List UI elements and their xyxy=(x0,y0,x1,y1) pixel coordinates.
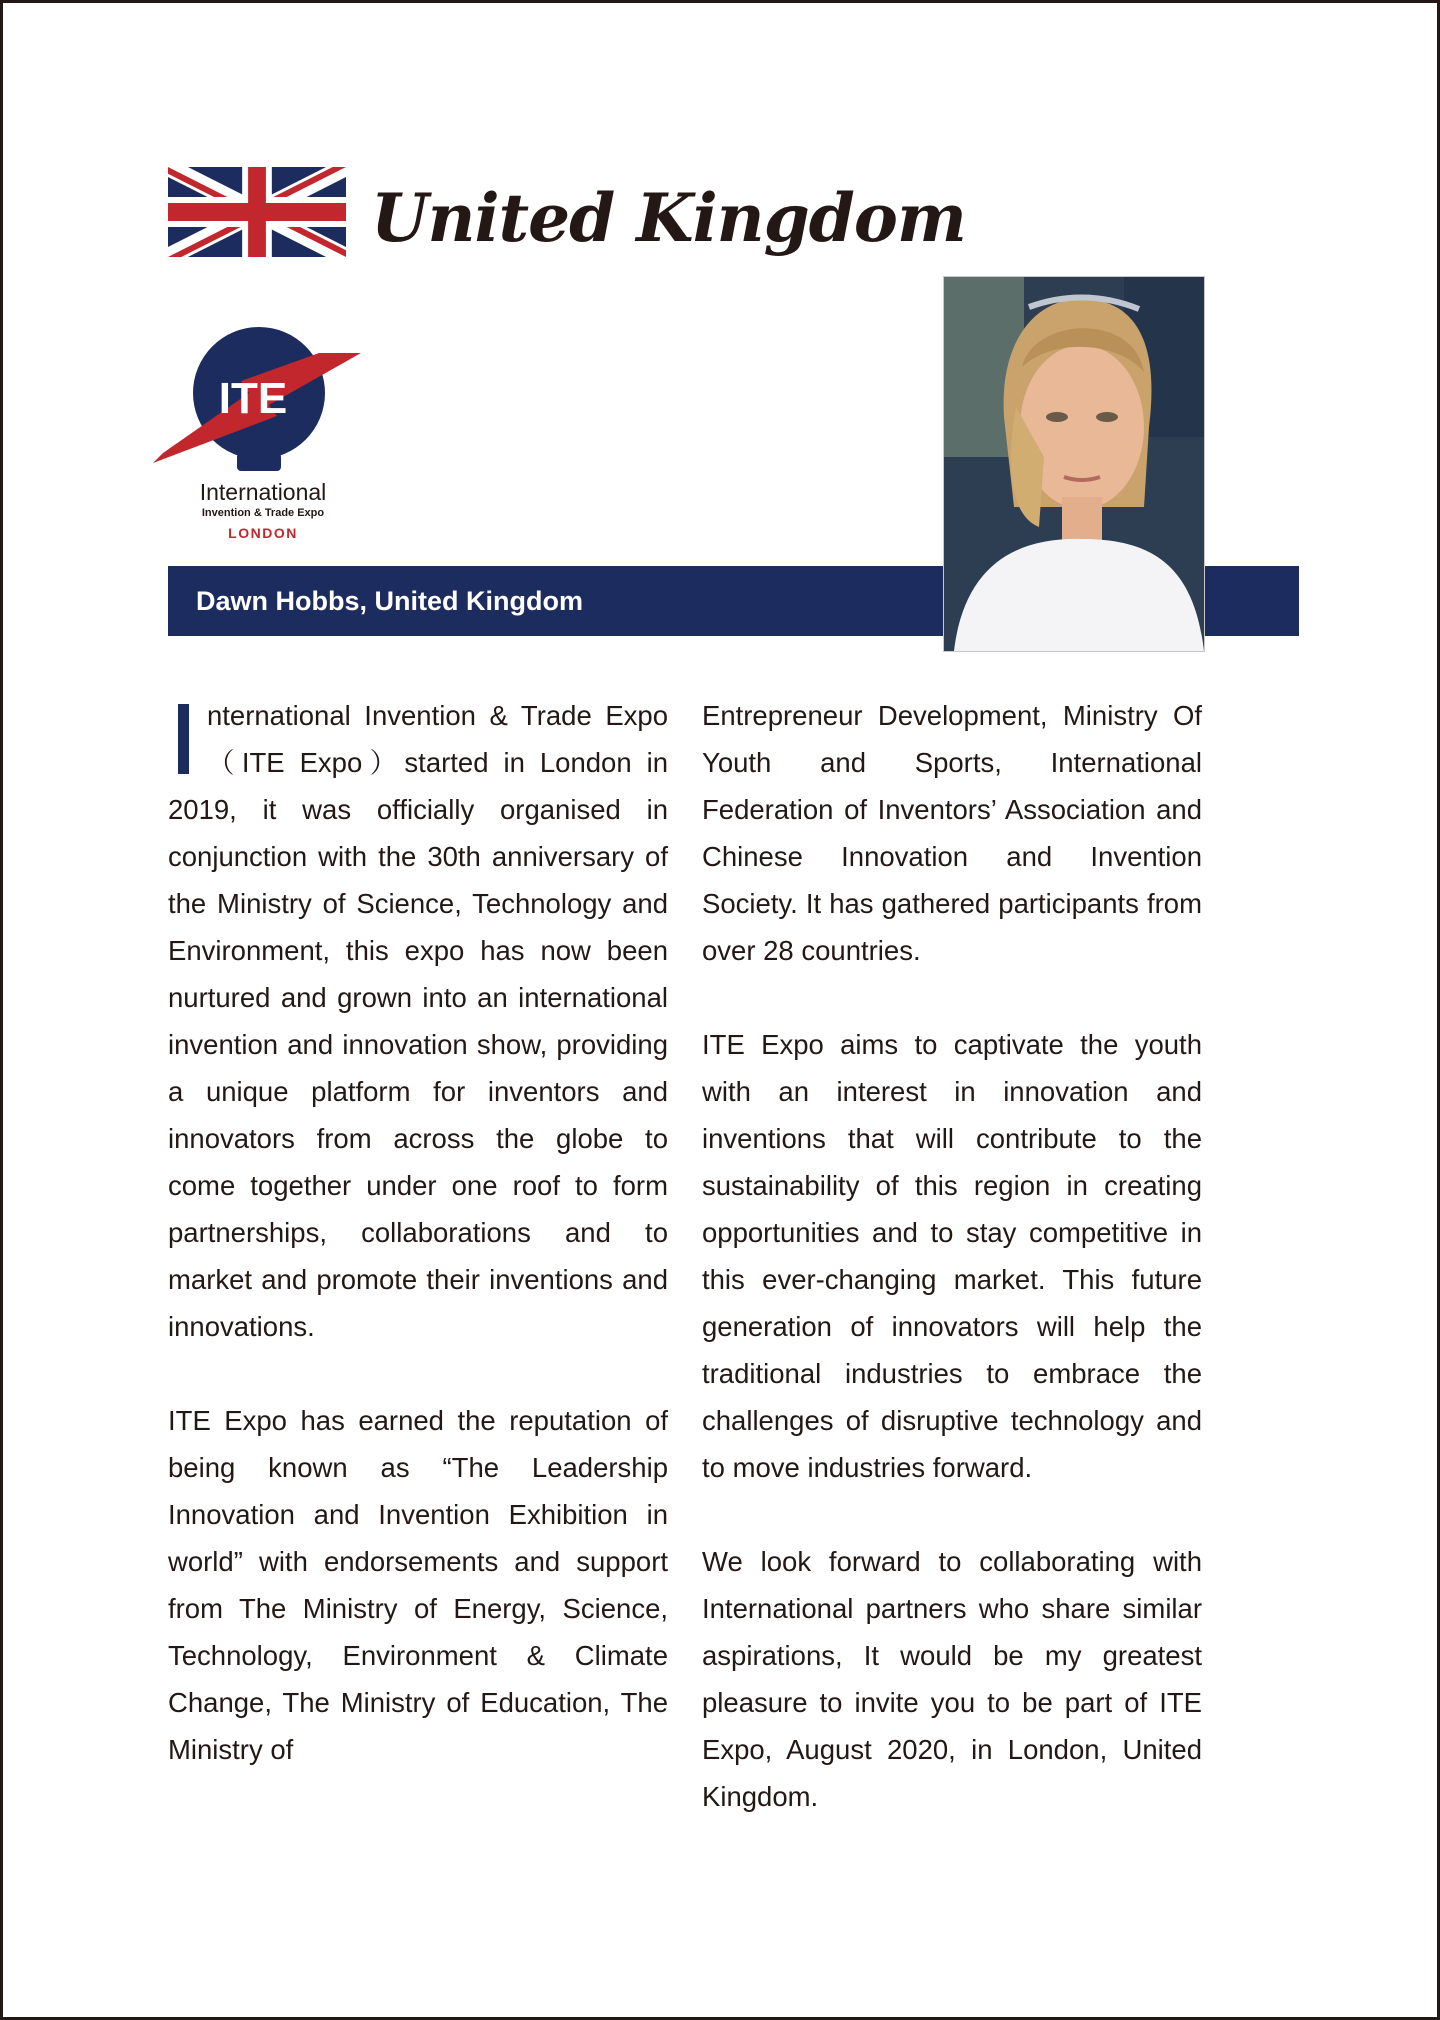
logo-text-invention-trade-expo: Invention & Trade Expo xyxy=(201,507,325,519)
article-paragraph xyxy=(702,1538,1202,1820)
article-paragraph xyxy=(702,692,1202,974)
paragraph-text: nternational Invention & Trade Expo（ITE Expo）started in London in 2019, it was officially organised in conjunction with the 30th anniversary of the Ministry of Science, Technology and Environment, this expo has now been nurtured and grown into an international invention and innovation show, providing a unique platform for inventors and innovators from across the globe to come together under one roof to form partnerships, collaborations and to market and promote their inventions and innovations. xyxy=(168,700,668,1342)
logo-mark: ITE xyxy=(218,374,288,423)
ite-logo xyxy=(153,321,373,547)
union-jack-flag-icon xyxy=(168,167,346,257)
article-right-column xyxy=(702,692,1202,1820)
article-paragraph xyxy=(168,1397,668,1773)
page-title: United Kingdom xyxy=(371,179,966,257)
paragraph-text: We look forward to collaborating with International partners who share similar aspirations, It would be my greatest pleasure to invite you to be part of ITE Expo, August 2020, in London, United Kingdom. xyxy=(702,1546,1202,1812)
person-name: Dawn Hobbs, United Kingdom xyxy=(196,586,583,616)
paragraph-text: Entrepreneur Development, Ministry Of Youth and Sports, International Federation of Inventors’ Association and Chinese Innovation and Invention Society. It has gathered participants from over 28 countries. xyxy=(702,700,1202,966)
logo-text-international: International xyxy=(199,479,327,505)
article-left-column xyxy=(168,692,668,1773)
article-paragraph xyxy=(702,1021,1202,1491)
paragraph-text: ITE Expo aims to captivate the youth with an interest in innovation and inventions that will contribute to the sustainability of this region in creating opportunities and to stay competitive in this ever-changing market. This future generation of innovators will help the traditional industries to embrace the challenges of disruptive technology and to move industries forward. xyxy=(702,1029,1202,1483)
portrait-photo xyxy=(943,276,1205,652)
drop-cap-bar xyxy=(178,704,189,774)
paragraph-text: ITE Expo has earned the reputation of being known as “The Leadership Innovation and Invention Exhibition in world” with endorsements and support from The Ministry of Energy, Science, Technology, Environment & Climate Change, The Ministry of Education, The Ministry of xyxy=(168,1405,668,1765)
article-paragraph xyxy=(168,692,668,1350)
logo-text-london: LONDON xyxy=(228,525,298,541)
